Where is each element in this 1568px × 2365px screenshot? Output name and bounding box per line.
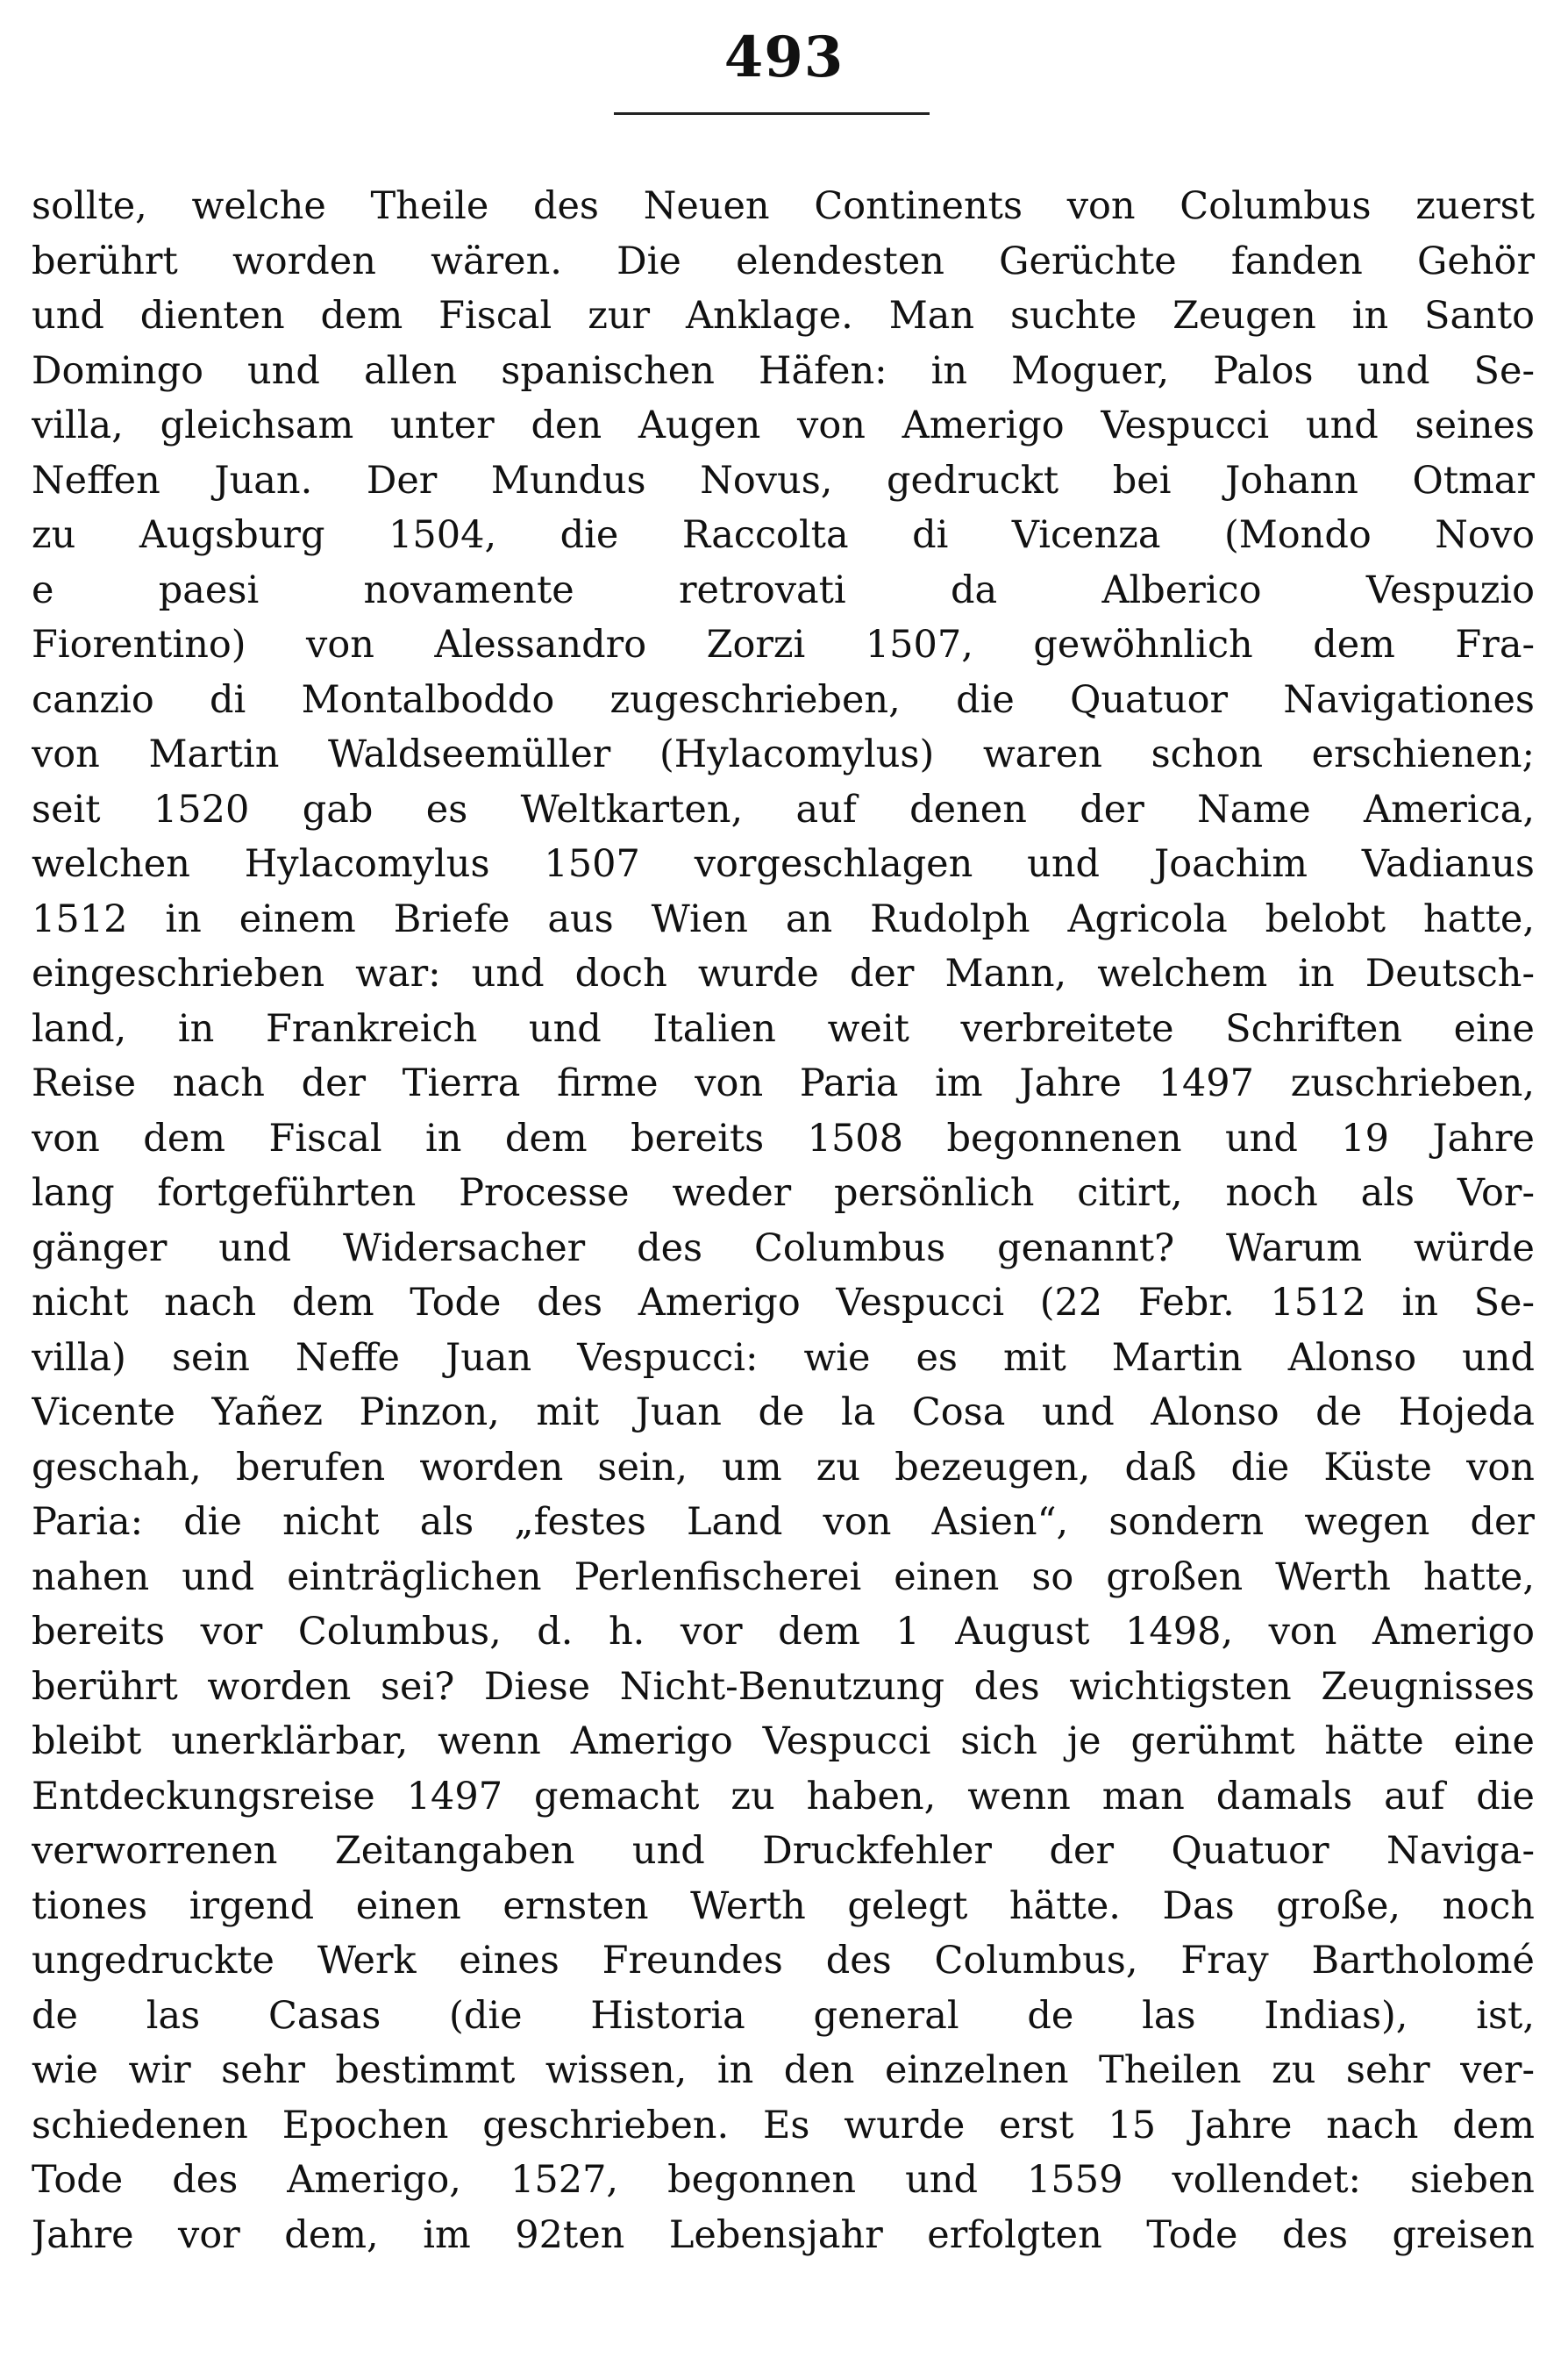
text-line: zu Augsburg 1504, die Raccolta di Vicenza (Mondo Novo — [32, 513, 1535, 557]
text-line: berührt worden wären. Die elendesten Gerüchte fanden Gehör — [32, 239, 1535, 283]
text-line: 1512 in einem Briefe aus Wien an Rudolph Agricola belobt hatte, — [32, 897, 1535, 941]
text-line: Domingo und allen spanischen Häfen: in Moguer, Palos und Se- — [32, 348, 1535, 393]
text-line: seit 1520 gab es Weltkarten, auf denen der Name America, — [32, 787, 1535, 832]
text-line: verworrenen Zeitangaben und Druckfehler der Quatuor Naviga- — [32, 1829, 1535, 1873]
text-line: berührt worden sei? Diese Nicht-Benutzung des wichtigsten Zeugnisses — [32, 1664, 1535, 1709]
text-line: tiones irgend einen ernsten Werth gelegt hätte. Das große, noch — [32, 1883, 1535, 1928]
text-line: ungedruckte Werk eines Freundes des Columbus, Fray Bartholomé — [32, 1939, 1535, 1983]
text-line: schiedenen Epochen geschrieben. Es wurde erst 15 Jahre nach dem — [32, 2103, 1535, 2147]
text-line: bereits vor Columbus, d. h. vor dem 1 August 1498, von Amerigo — [32, 1610, 1535, 1654]
text-line: und dienten dem Fiscal zur Anklage. Man suchte Zeugen in Santo — [32, 294, 1535, 338]
text-line: canzio di Montalboddo zugeschrieben, die Quatuor Navigationes — [32, 677, 1535, 722]
text-line: e paesi novamente retrovati da Alberico Vespuzio — [32, 568, 1535, 612]
text-line: Fiorentino) von Alessandro Zorzi 1507, gewöhnlich dem Fra- — [32, 623, 1535, 667]
text-line: Reise nach der Tierra firme von Paria im Jahre 1497 zuschrieben, — [32, 1061, 1535, 1105]
text-line: nicht nach dem Tode des Amerigo Vespucci (22 Febr. 1512 in Se- — [32, 1281, 1535, 1325]
text-line: Jahre vor dem, im 92ten Lebensjahr erfolgten Tode des greisen — [32, 2212, 1535, 2257]
text-line: Tode des Amerigo, 1527, begonnen und 1559 vollendet: sieben — [32, 2158, 1535, 2202]
page-number: 493 — [723, 25, 845, 90]
text-line: villa) sein Neffe Juan Vespucci: wie es mit Martin Alonso und — [32, 1335, 1535, 1380]
text-line: land, in Frankreich und Italien weit verbreitete Schriften eine — [32, 1006, 1535, 1051]
text-line: lang fortgeführten Processe weder persönlich citirt, noch als Vor- — [32, 1171, 1535, 1215]
text-line: welchen Hylacomylus 1507 vorgeschlagen und Joachim Vadianus — [32, 842, 1535, 886]
text-line: de las Casas (die Historia general de las Indias), ist, — [32, 1993, 1535, 2038]
text-line: villa, gleichsam unter den Augen von Amerigo Vespucci und seines — [32, 404, 1535, 447]
text-line: Paria: die nicht als „festes Land von Asien“, sondern wegen der — [32, 1500, 1535, 1544]
text-line: bleibt unerklärbar, wenn Amerigo Vespucci sich je gerühmt hätte eine — [32, 1719, 1535, 1763]
text-line: eingeschrieben war: und doch wurde der Mann, welchem in Deutsch- — [32, 952, 1535, 996]
text-line: nahen und einträglichen Perlenfischerei einen so großen Werth hatte, — [32, 1554, 1535, 1599]
body-text — [32, 179, 1535, 2262]
text-line: sollte, welche Theile des Neuen Continents von Columbus zuerst — [32, 184, 1535, 228]
text-line: von dem Fiscal in dem bereits 1508 begonnenen und 19 Jahre — [32, 1116, 1535, 1161]
text-line: Entdeckungsreise 1497 gemacht zu haben, wenn man damals auf die — [32, 1774, 1535, 1818]
text-line: wie wir sehr bestimmt wissen, in den einzelnen Theilen zu sehr ver- — [32, 2048, 1535, 2092]
text-line: geschah, berufen worden sein, um zu bezeugen, daß die Küste von — [32, 1445, 1535, 1490]
text-line: Vicente Yañez Pinzon, mit Juan de la Cosa und Alonso de Hojeda — [32, 1390, 1535, 1434]
text-line: Neffen Juan. Der Mundus Novus, gedruckt bei Johann Otmar — [32, 458, 1535, 503]
header-rule — [614, 112, 930, 115]
text-line: von Martin Waldseemüller (Hylacomylus) waren schon erschienen; — [32, 732, 1535, 776]
text-line: gänger und Widersacher des Columbus genannt? Warum würde — [32, 1225, 1535, 1270]
